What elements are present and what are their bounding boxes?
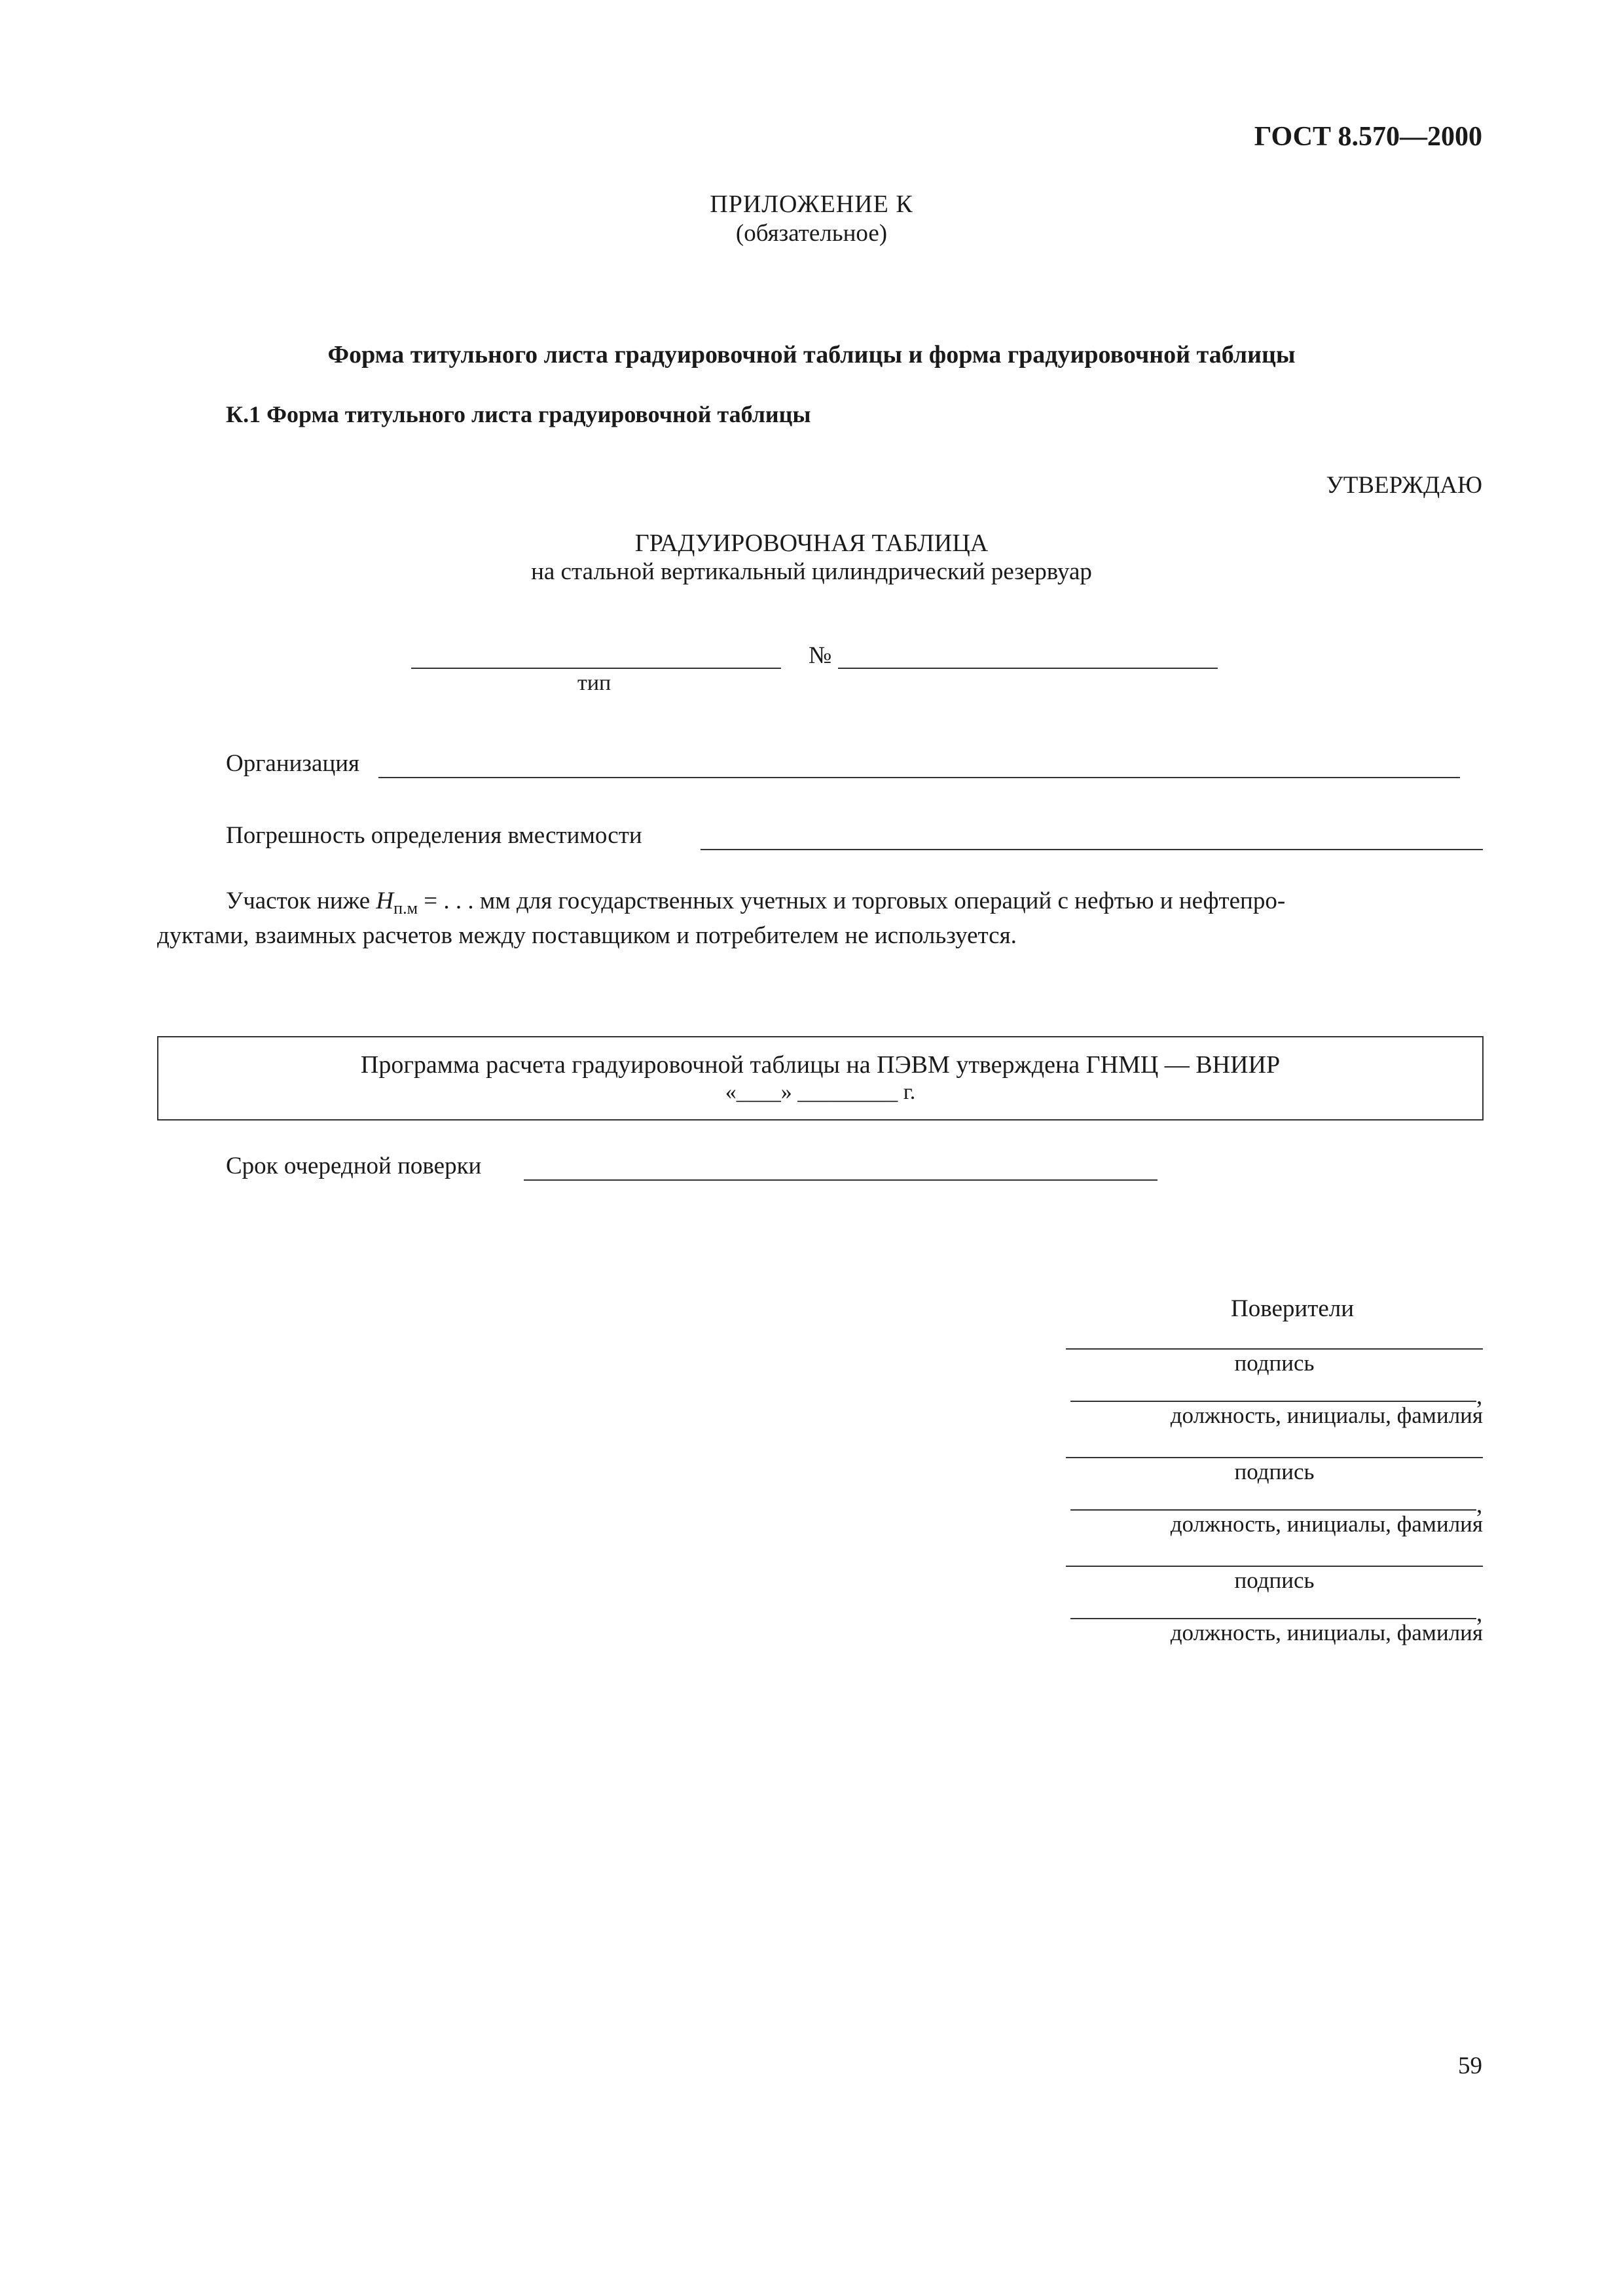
comma-1: , (1476, 1383, 1483, 1410)
paragraph-part-2: = . . . мм для государственных учетных и торговых операций с нефтью и нефтепро- (418, 888, 1286, 914)
annex-status: (обязательное) (735, 220, 888, 247)
position-caption-1: должность, инициалы, фамилия (1170, 1403, 1483, 1428)
comma-2: , (1476, 1492, 1483, 1518)
paragraph-line-2: дуктами, взаимных расчетов между поставщиком и потребителем не используется. (157, 922, 1017, 949)
signature-line-3[interactable] (1066, 1566, 1483, 1567)
symbol-h: H (376, 888, 394, 914)
number-sign: № (809, 642, 832, 669)
program-box (157, 1036, 1484, 1121)
number-field-line[interactable] (838, 668, 1218, 669)
position-line-1[interactable] (1070, 1401, 1476, 1402)
annex-title: ПРИЛОЖЕНИЕ К (710, 190, 913, 218)
paragraph-part-1: Участок ниже (226, 888, 376, 914)
verifiers-title: Поверители (1231, 1295, 1355, 1322)
type-caption: тип (577, 671, 611, 695)
doc-title: ГРАДУИРОВОЧНАЯ ТАБЛИЦА (634, 529, 989, 557)
section-title: Форма титульного листа градуировочной таблицы и форма градуировочной таблицы (327, 341, 1296, 368)
verification-label: Срок очередной поверки (226, 1153, 482, 1179)
approve-label: УТВЕРЖДАЮ (1326, 472, 1482, 499)
capacity-error-label: Погрешность определения вместимости (226, 822, 642, 849)
position-caption-2: должность, инициалы, фамилия (1170, 1511, 1483, 1537)
paragraph-line-1 (226, 887, 1285, 918)
position-caption-3: должность, инициалы, фамилия (1170, 1620, 1483, 1645)
comma-3: , (1476, 1600, 1483, 1627)
organization-field-line[interactable] (378, 777, 1460, 778)
signature-line-1[interactable] (1066, 1348, 1483, 1350)
verification-field-line[interactable] (524, 1179, 1158, 1181)
signature-caption-1: подпись (1234, 1350, 1315, 1376)
program-date: «____» _________ г. (725, 1080, 916, 1104)
signature-line-2[interactable] (1066, 1457, 1483, 1458)
doc-subtitle: на стальной вертикальный цилиндрический резервуар (531, 558, 1092, 585)
position-line-2[interactable] (1070, 1509, 1476, 1511)
capacity-error-field-line[interactable] (701, 849, 1483, 850)
organization-label: Организация (226, 750, 360, 777)
position-line-3[interactable] (1070, 1618, 1476, 1619)
type-field-line[interactable] (411, 668, 781, 669)
program-text: Программа расчета градуировочной таблицы на ПЭВМ утверждена ГНМЦ — ВНИИР (360, 1051, 1281, 1079)
subsection-title: К.1 Форма титульного листа градуировочной таблицы (226, 401, 811, 427)
signature-caption-2: подпись (1234, 1459, 1315, 1484)
page-number: 59 (1458, 2053, 1482, 2079)
symbol-subscript: п.м (393, 899, 418, 918)
standard-number: ГОСТ 8.570—2000 (1254, 122, 1482, 152)
signature-caption-3: подпись (1234, 1568, 1315, 1593)
